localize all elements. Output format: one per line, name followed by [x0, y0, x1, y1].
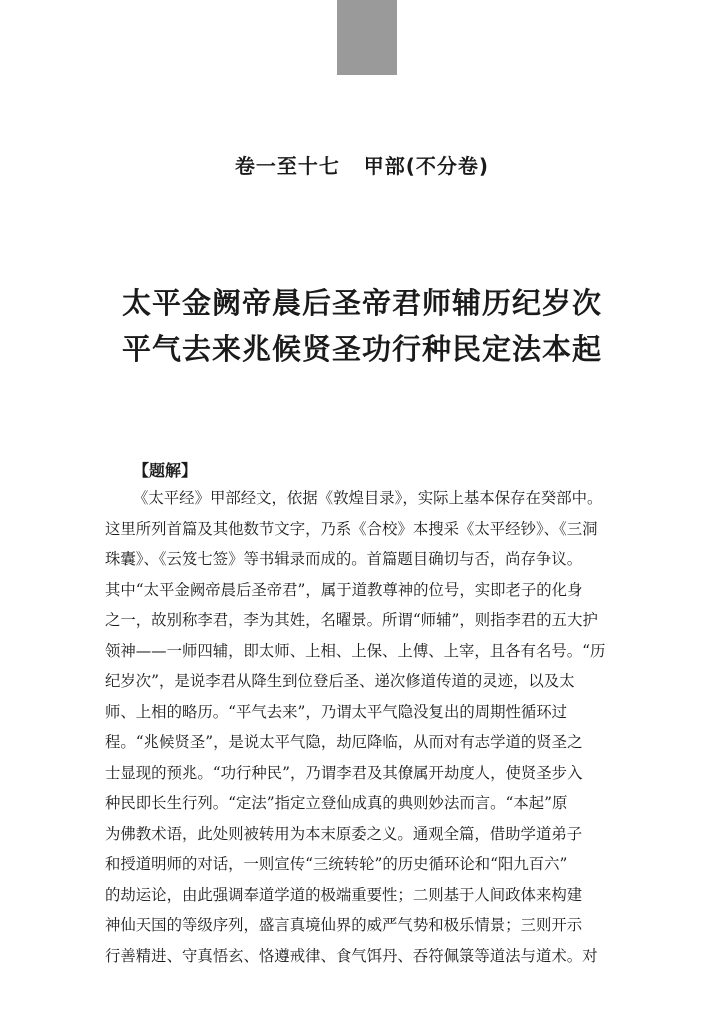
body-line: 为佛教术语，此处则被转用为本末原委之义。通观全篇，借助学道弟子	[105, 824, 583, 843]
body-line: 和授道明师的对话，一则宣传“三统转轮”的历史循环论和“阳九百六”	[105, 855, 568, 873]
body-line: 其中“太平金阙帝晨后圣帝君”，属于道教尊神的位号，实即老子的化身	[105, 580, 583, 599]
chapter-tab-marker	[337, 0, 397, 75]
body-line: 种民即长生行列。“定法”指定立登仙成真的典则妙法而言。“本起”原	[105, 794, 568, 812]
section-heading: 卷一至十七 甲部(不分卷)	[234, 154, 490, 178]
body-line: 领神——一师四辅，即太师、上相、上保、上傅、上宰，且各有名号。“历	[105, 641, 606, 660]
body-line: 士显现的预兆。“功行种民”，乃谓李君及其僚属开劫度人，使贤圣步入	[105, 763, 583, 782]
body-line: 程。“兆候贤圣”，是说太平气隐，劫厄降临，从而对有志学道的贤圣之	[105, 733, 583, 751]
body-line: 之一，故别称李君，李为其姓，名曜景。所谓“师辅”，则指李君的五大护	[105, 611, 598, 629]
body-line: 师、上相的略历。“平气去来”，乃谓太平气隐没复出的周期性循环过	[105, 702, 568, 721]
body-line: 纪岁次”，是说李君从降生到位登后圣、递次修道传道的灵迹，以及太	[105, 672, 575, 690]
body-line: 《太平经》甲部经文，依据《敦煌目录》，实际上基本保存在癸部中。	[133, 489, 603, 507]
body-line: 的劫运论，由此强调奉道学道的极端重要性；二则基于人间政体来构建	[105, 885, 583, 904]
body-text	[105, 483, 653, 971]
chapter-title-line-1: 太平金阙帝晨后圣帝君师辅历纪岁次	[121, 286, 602, 320]
body-line: 行善精进、守真悟玄、恪遵戒律、食气饵丹、吞符佩箓等道法与道术。对	[105, 946, 598, 965]
chapter-title-line-2: 平气去来兆候贤圣功行种民定法本起	[121, 332, 602, 366]
body-line: 珠囊》、《云笈七签》等书辑录而成的。首篇题目确切与否，尚存争议。	[105, 550, 583, 568]
tijie-label: 【题解】	[133, 461, 198, 480]
body-line: 这里所列首篇及其他数节文字，乃系《合校》本搜采《太平经钞》、《三洞	[105, 519, 598, 538]
body-line: 神仙天国的等级序列，盛言真境仙界的威严气势和极乐情景；三则开示	[105, 916, 583, 934]
chapter-title	[0, 280, 724, 372]
